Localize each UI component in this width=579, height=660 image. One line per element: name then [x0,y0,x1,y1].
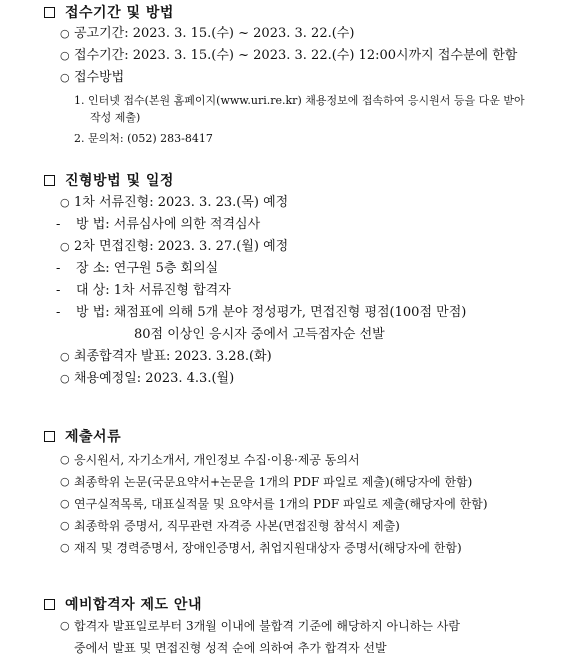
section-title-text: 접수기간 및 방법 [65,5,174,21]
list-item: ○ 접수방법 [44,67,564,89]
section-title [44,426,564,446]
list-item: ○ 연구실적목록, 대표실적물 및 요약서를 1개의 PDF 파일로 제출(해당자에 한함) [44,493,564,515]
circle-bullet-icon: ○ [60,519,70,532]
list-item: ○ 채용예정일: 2023. 4.3.(월) [44,368,564,390]
circle-bullet-icon: ○ [60,497,70,510]
numbered-item: 2. 문의처: (052) 283-8417 [74,132,213,145]
circle-bullet-icon: ○ [60,475,70,488]
checkbox-square-icon [44,175,55,186]
list-item: ○ 최종학위 논문(국문요약서+논문을 1개의 PDF 파일로 제출)(해당자에 한함) [44,471,564,493]
sub-item-continuation: 80점 이상인 응시자 중에서 고득점자순 선발 [134,327,385,342]
checkbox-square-icon [44,599,55,610]
list-item: ○ 재직 및 경력증명서, 장애인증명서, 취업지원대상자 증명서(해당자에 한함) [44,537,564,559]
section-title-text: 진형방법 및 일정 [65,173,174,189]
circle-bullet-icon: ○ [60,27,70,40]
section-reserve [44,594,564,659]
section-title-text: 제출서류 [65,429,122,445]
circle-bullet-icon: ○ [60,372,70,385]
list-item: ○ 응시원서, 자기소개서, 개인정보 수집·이용·제공 동의서 [44,449,564,471]
numbered-item: 1. 인터넷 접수(본원 홈페이지(www.uri.re.kr) 채용정보에 접속하여 응시원서 등을 다운 받아 [74,94,525,107]
section-documents [44,426,564,559]
section-title [44,2,564,22]
circle-bullet-icon: ○ [60,453,70,466]
list-item: ○ 합격자 발표일로부터 3개월 이내에 불합격 기준에 해당하지 아니하는 사람 [44,615,564,637]
circle-bullet-icon: ○ [60,350,70,363]
sub-item: - 장 소: 연구원 5층 회의실 [56,261,219,276]
list-item: ○ 접수기간: 2023. 3. 15.(수) ~ 2023. 3. 22.(수) 12:00시까지 접수분에 한함 [44,45,564,67]
circle-bullet-icon: ○ [60,49,70,62]
list-item: ○ 최종합격자 발표: 2023. 3.28.(화) [44,346,564,368]
list-item: ○ 1차 서류진형: 2023. 3. 23.(목) 예정 [44,192,564,214]
circle-bullet-icon: ○ [60,541,70,554]
list-item: ○ 공고기간: 2023. 3. 15.(수) ~ 2023. 3. 22.(수) [44,23,564,45]
section-process [44,170,564,390]
section-title-text: 예비합격자 제도 안내 [65,597,202,613]
list-item-continuation: 중에서 발표 및 면접진형 성적 순에 의하여 추가 합격자 선발 [74,641,387,655]
section-application [44,2,564,147]
sub-item: - 대 상: 1차 서류진형 합격자 [56,283,231,298]
sub-item: - 방 법: 채점표에 의해 5개 분야 정성평가, 면접진형 평점(100점 만점) [56,305,467,320]
circle-bullet-icon: ○ [60,196,70,209]
circle-bullet-icon: ○ [60,71,70,84]
section-title [44,594,564,614]
list-item: ○ 2차 면접진형: 2023. 3. 27.(월) 예정 [44,236,564,258]
circle-bullet-icon: ○ [60,240,70,253]
circle-bullet-icon: ○ [60,619,70,632]
section-title [44,170,564,190]
checkbox-square-icon [44,431,55,442]
sub-item: - 방 법: 서류심사에 의한 적격심사 [56,217,261,232]
checkbox-square-icon [44,7,55,18]
list-item: ○ 최종학위 증명서, 직무관련 자격증 사본(면접진형 참석시 제출) [44,515,564,537]
numbered-item-continuation: 작성 제출) [90,111,141,124]
